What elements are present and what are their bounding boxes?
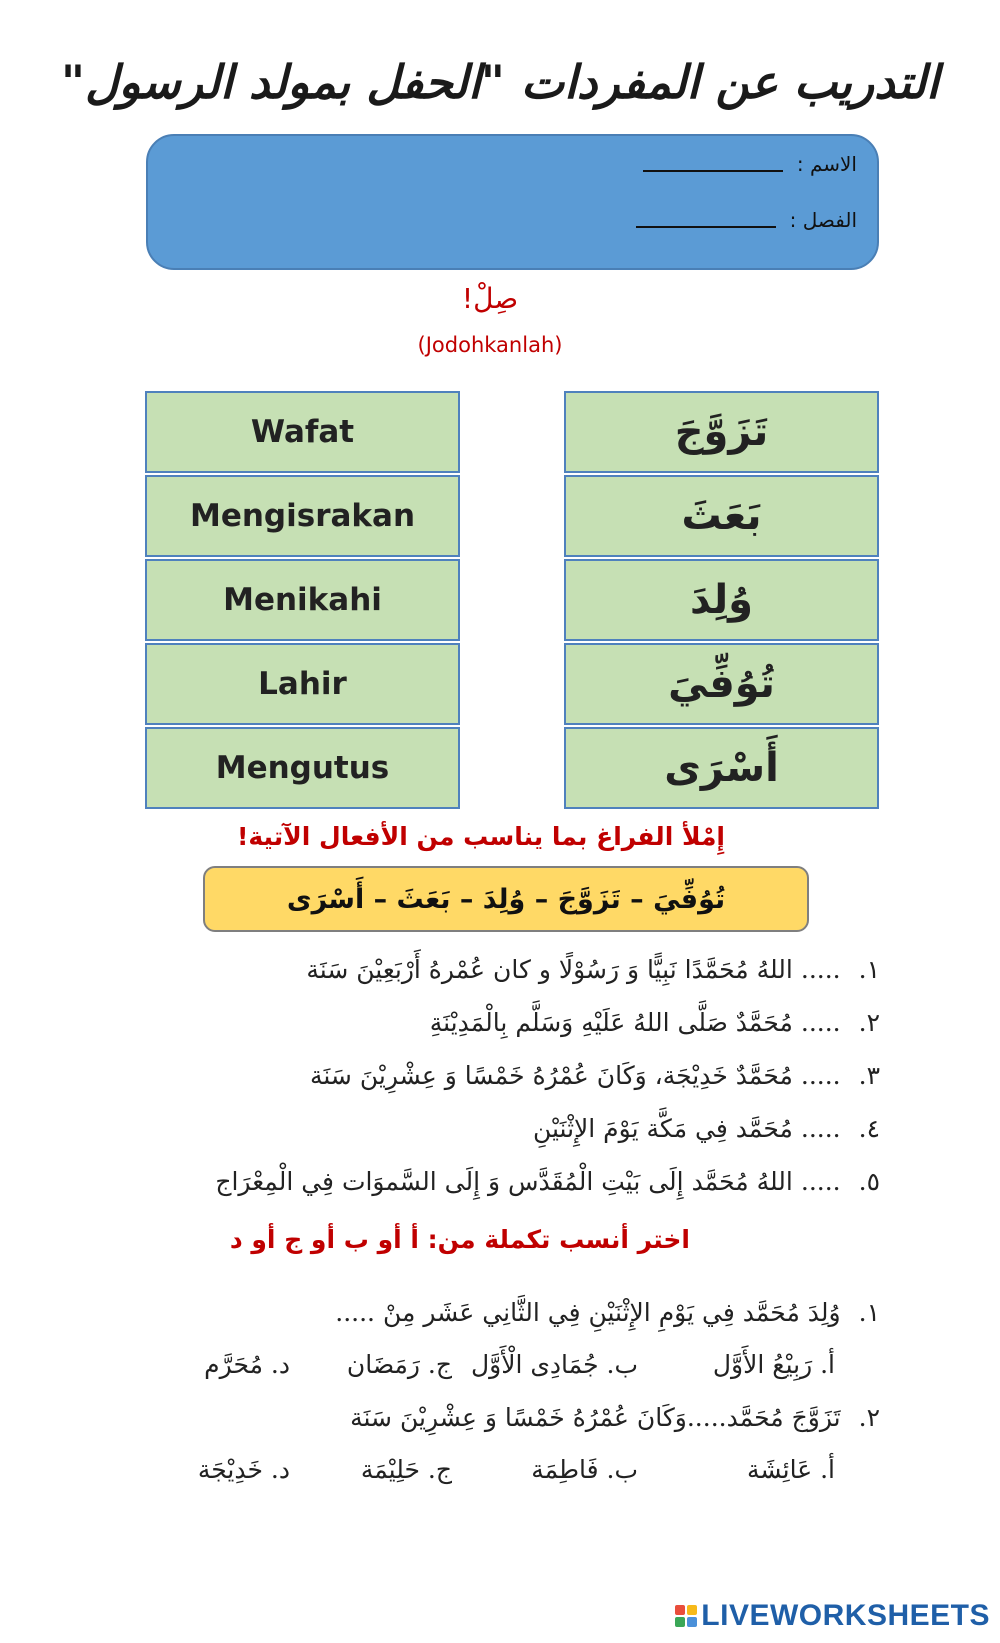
option-b[interactable]: ب. فَاطِمَة [531, 1455, 638, 1484]
student-info-box [146, 134, 879, 270]
name-label: الاسم : [796, 152, 857, 176]
arabic-word-text: تَزَوَّجَ [674, 409, 769, 455]
question-number: ٢. [858, 1403, 880, 1432]
option-b[interactable]: ب. جُمَادِى الْأَوَّل [470, 1350, 638, 1379]
arabic-word-box[interactable] [564, 727, 879, 809]
fill-item [306, 955, 880, 984]
liveworksheets-logo [675, 1599, 990, 1633]
meaning-box[interactable] [145, 475, 460, 557]
meaning-box[interactable] [145, 391, 460, 473]
choice-heading: اختر أنسب تكملة من: أ أو ب أو ج أو د [229, 1225, 690, 1254]
fill-item-number: ٢. [858, 1008, 880, 1037]
question-number: ١. [858, 1298, 880, 1327]
fill-item-number: ٣. [858, 1061, 880, 1090]
arabic-word-box[interactable] [564, 559, 879, 641]
meaning-box[interactable] [145, 727, 460, 809]
arabic-word-box[interactable] [564, 643, 879, 725]
class-row [636, 208, 857, 232]
fill-item [430, 1008, 880, 1037]
meaning-text: Menikahi [223, 582, 382, 618]
match-subheading: (Jodohkanlah) [417, 333, 563, 357]
logo-square-blue [687, 1617, 697, 1627]
fill-item-number: ٥. [858, 1167, 880, 1196]
fill-item [310, 1061, 880, 1090]
meaning-box[interactable] [145, 643, 460, 725]
arabic-word-box[interactable] [564, 475, 879, 557]
meaning-text: Mengisrakan [189, 498, 416, 534]
fill-blank[interactable]: ..... [800, 955, 841, 984]
fill-item [215, 1167, 880, 1196]
option-a[interactable]: أ. رَبِيْعُ الأَوَّل [712, 1350, 835, 1379]
option-c[interactable]: ج. رَمَضَان [346, 1350, 452, 1379]
fill-item-text: اللهُ مُحَمَّدًا نَبِيًّا وَ رَسُوْلًا و كان عُمْرهُ أَرْبَعِيْنَ سَنَة [306, 955, 793, 984]
fill-blank[interactable]: ..... [800, 1114, 841, 1143]
class-label: الفصل : [789, 208, 857, 232]
fill-item [533, 1114, 880, 1143]
word-bank: تُوُفِّيَ – تَزَوَّجَ – وُلِدَ – بَعَثَ – أَسْرَى [203, 866, 809, 932]
meaning-box[interactable] [145, 559, 460, 641]
fill-item-number: ٤. [858, 1114, 880, 1143]
fill-blank[interactable]: ..... [800, 1167, 841, 1196]
option-d[interactable]: د. مُحَرَّم [204, 1350, 290, 1379]
match-heading: صِلْ! [461, 282, 519, 315]
name-input-line[interactable] [643, 156, 783, 172]
fill-blank[interactable]: ..... [800, 1061, 841, 1090]
option-a[interactable]: أ. عَائِشَة [746, 1455, 835, 1484]
question-text: وُلِدَ مُحَمَّد فِي يَوْمِ الإِثْنَيْنِ فِي الثَّانِي عَشَر مِنْ ..... [335, 1298, 841, 1327]
fill-item-text: اللهُ مُحَمَّد إِلَى بَيْتِ الْمُقَدَّس وَ إِلَى السَّموَات فِي الْمِعْرَاج [215, 1167, 793, 1196]
fill-item-number: ١. [858, 955, 880, 984]
arabic-word-box[interactable] [564, 391, 879, 473]
logo-square-green [675, 1617, 685, 1627]
logo-grid-icon [675, 1605, 697, 1627]
option-c[interactable]: ج. حَلِيْمَة [360, 1455, 452, 1484]
arabic-word-text: وُلِدَ [690, 577, 753, 623]
meaning-text: Mengutus [215, 750, 390, 786]
logo-square-red [675, 1605, 685, 1615]
question-text: تَزَوَّجَ مُحَمَّد.....وَكَانَ عُمْرُهُ خَمْسًا وَ عِشْرِيْنَ سَنَة [350, 1403, 841, 1432]
question [350, 1403, 880, 1432]
class-input-line[interactable] [636, 212, 776, 228]
name-row [643, 152, 857, 176]
meaning-text: Wafat [250, 414, 355, 450]
fill-item-text: مُحَمَّدٌ صَلَّى اللهُ عَلَيْهِ وَسَلَّم بِالْمَدِيْنَةِ [429, 1008, 793, 1037]
page-title: التدريب عن المفردات "الحفل بمولد الرسول" [61, 55, 939, 109]
fill-blank[interactable]: ..... [800, 1008, 841, 1037]
fill-item-text: مُحَمَّدٌ خَدِيْجَة، وَكَانَ عُمْرُهُ خَمْسًا وَ عِشْرِيْنَ سَنَة [309, 1061, 793, 1090]
arabic-word-text: أَسْرَى [664, 745, 779, 791]
arabic-word-text: بَعَثَ [681, 493, 762, 539]
option-d[interactable]: د. خَدِيْجَة [197, 1455, 290, 1484]
logo-text: LIVEWORKSHEETS [701, 1599, 990, 1632]
arabic-word-text: تُوُفِّيَ [668, 661, 775, 707]
fill-item-text: مُحَمَّد فِي مَكَّة يَوْمَ الإِثْنَيْنِ [532, 1114, 793, 1143]
question [335, 1298, 880, 1327]
meaning-text: Lahir [258, 666, 347, 702]
fill-heading: إِمْلأ الفراغ بما يناسب من الأفعال الآتية! [236, 822, 725, 851]
logo-square-yellow [687, 1605, 697, 1615]
